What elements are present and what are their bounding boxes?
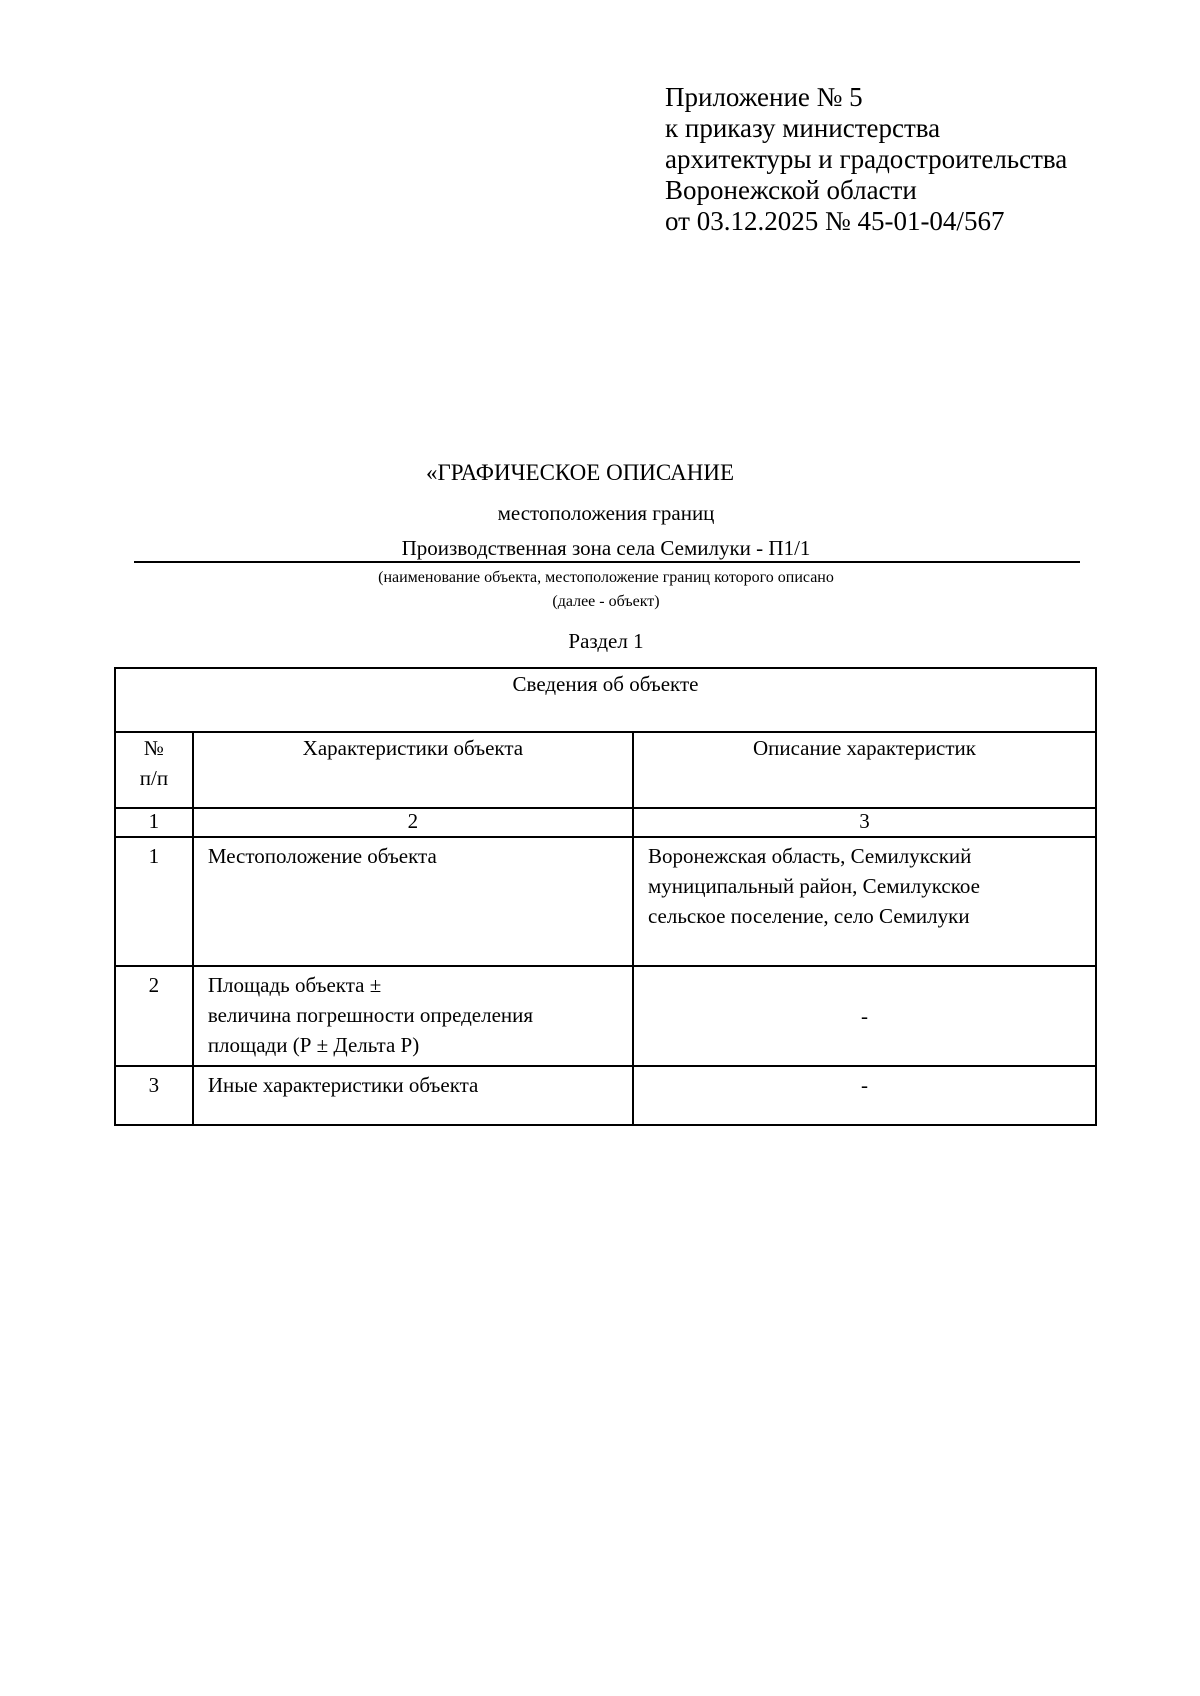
appendix-order-date: от 03.12.2025 № 45-01-04/567: [665, 206, 1005, 236]
appendix-ministry: архитектуры и градостроительства: [665, 144, 1068, 174]
appendix-header: [665, 82, 1067, 237]
column-header-description: Описание характеристик: [633, 732, 1096, 808]
document-title: [132, 458, 1080, 561]
table-row: [115, 837, 1096, 966]
column-header-characteristic: Характеристики объекта: [193, 732, 633, 808]
object-name-caption: [132, 566, 1080, 614]
object-name-underline: [134, 561, 1080, 563]
row-description: -: [633, 1066, 1096, 1125]
appendix-order-ref: к приказу министерства: [665, 113, 941, 143]
column-number-2: 2: [193, 808, 633, 837]
appendix-number: Приложение № 5: [665, 82, 863, 112]
row-characteristic: Местоположение объекта: [193, 837, 633, 966]
caption-line-2: (далее - объект): [552, 593, 660, 610]
object-name: Производственная зона села Семилуки - П1/1: [401, 536, 811, 560]
title-subtitle: местоположения границ: [497, 501, 715, 525]
row-number: 1: [115, 837, 193, 966]
column-number-1: 1: [115, 808, 193, 837]
column-number-3: 3: [633, 808, 1096, 837]
caption-line-1: (наименование объекта, местоположение границ которого описано: [378, 569, 834, 586]
table-row: [115, 1066, 1096, 1125]
row-description: Воронежская область, Семилукский муниципальный район, Семилукское сельское поселение, село Семилуки: [633, 837, 1096, 966]
title-main: «ГРАФИЧЕСКОЕ ОПИСАНИЕ: [425, 460, 734, 485]
table-heading: Сведения об объекте: [115, 668, 1096, 732]
table-heading-row: [115, 668, 1096, 732]
row-characteristic: Площадь объекта ± величина погрешности определения площади (Р ± Дельта Р): [193, 966, 633, 1066]
row-description: -: [633, 966, 1096, 1066]
table-row: [115, 966, 1096, 1066]
column-number-row: [115, 808, 1096, 837]
row-characteristic: Иные характеристики объекта: [193, 1066, 633, 1125]
row-number: 2: [115, 966, 193, 1066]
section-title: Раздел 1: [568, 629, 644, 653]
column-header-number: № п/п: [115, 732, 193, 808]
row-number: 3: [115, 1066, 193, 1125]
appendix-region: Воронежской области: [665, 175, 917, 205]
column-header-row: [115, 732, 1096, 808]
object-info-table: [114, 667, 1097, 1126]
